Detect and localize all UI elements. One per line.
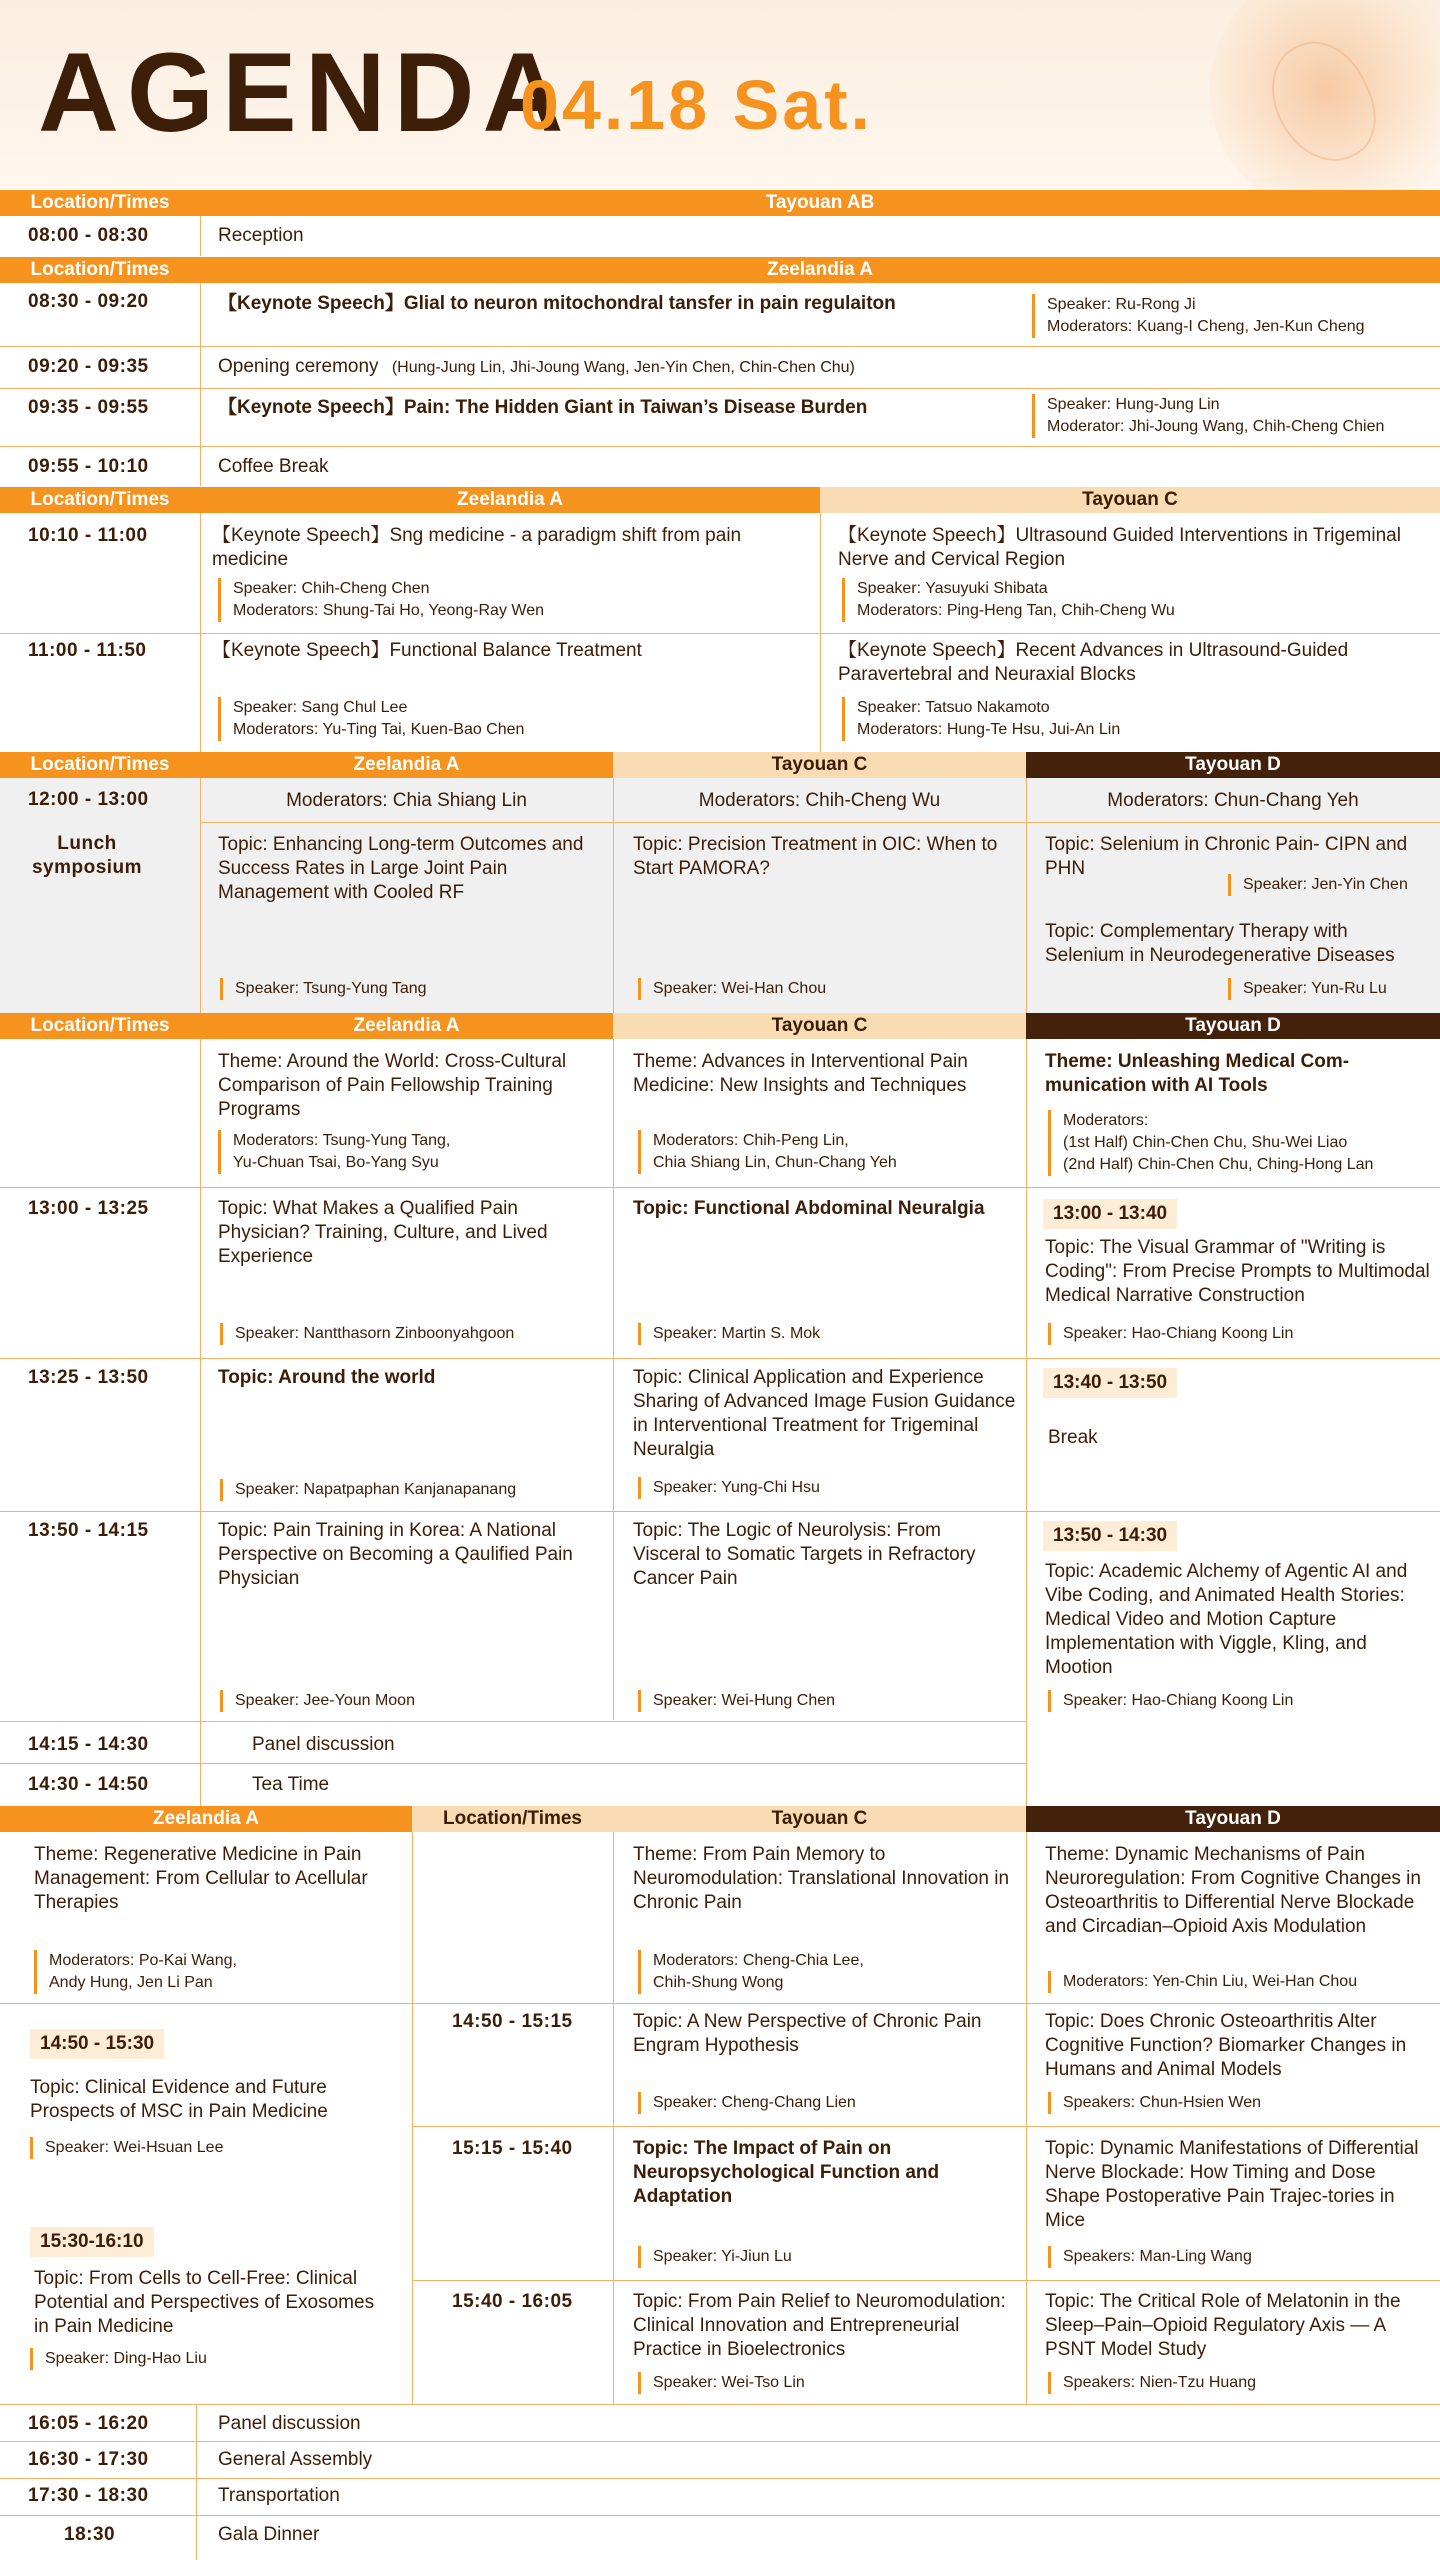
time-13-25: 13:25 - 13:50 [28, 1367, 149, 1388]
keynote-4-speaker: Speaker: Yasuyuki Shibata [857, 580, 1048, 597]
session-gala-dinner: Gala Dinner [218, 2524, 320, 2545]
topic-5a-1: Topic: Clinical Evidence and Future Prospects of MSC in Pain Medicine [30, 2077, 328, 2122]
time-reception: 08:00 - 08:30 [28, 225, 149, 246]
keynote-2-title: 【Keynote Speech】Pain: The Hidden Giant in Taiwan’s Disease Burden [218, 397, 868, 418]
time-opening: 09:20 - 09:35 [28, 356, 149, 377]
time-15-15: 15:15 - 15:40 [452, 2138, 573, 2159]
keynote-3-credits [218, 578, 544, 622]
theme-4a: Theme: Around the World: Cross-Cultural Comparison of Pain Fellowship Training Programs [218, 1051, 567, 1120]
time-keynote-2: 09:35 - 09:55 [28, 397, 149, 418]
topic-4a-3-speaker: Speaker: Jee-Youn Moon [220, 1690, 415, 1712]
keynote-1-title: 【Keynote Speech】Glial to neuron mitochondral tansfer in pain regulaiton [218, 293, 896, 314]
room-zeelandia-a-header: Zeelandia A [200, 487, 820, 513]
session-coffee-break: Coffee Break [218, 456, 329, 477]
topic-5d-2-speaker: Speakers: Man-Ling Wang [1048, 2246, 1252, 2268]
page-title: AGENDA [38, 30, 572, 155]
keynote-1-speaker: Speaker: Ru-Rong Ji [1047, 296, 1196, 313]
agenda-header [0, 0, 1440, 190]
keynote-6-credits [842, 697, 1120, 741]
time-13-50: 13:50 - 14:15 [28, 1520, 149, 1541]
time-keynote-1: 08:30 - 09:20 [28, 291, 149, 312]
keynote-2-moderators: Moderator: Jhi-Joung Wang, Chih-Cheng Chien [1047, 418, 1385, 435]
time-14-15: 14:15 - 14:30 [28, 1734, 149, 1755]
keynote-1-moderators: Moderators: Kuang-I Cheng, Jen-Kun Cheng [1047, 318, 1365, 335]
moderators-line-2: Yu-Chuan Tsai, Bo-Yang Syu [233, 1154, 439, 1171]
topic-4c-2: Topic: Clinical Application and Experience Sharing of Advanced Image Fusion Guidance in Interventional Treatment for Trigeminal Neuralgia [633, 1367, 1016, 1460]
theme-5a: Theme: Regenerative Medicine in Pain Management: From Cellular to Acellular Therapies [34, 1844, 368, 1913]
keynote-5-title: 【Keynote Speech】Functional Balance Treatment [212, 640, 642, 661]
location-times-header: Location/Times [0, 1013, 200, 1039]
keynote-4-title: 【Keynote Speech】Ultrasound Guided Interventions in Trigeminal Nerve and Cervical Region [838, 525, 1401, 570]
theme-4d-moderators [1048, 1110, 1373, 1176]
room-tayouan-ab-header: Tayouan AB [200, 190, 1440, 216]
topic-5a-2: Topic: From Cells to Cell-Free: Clinical Potential and Perspectives of Exosomes in Pain Medicine [34, 2268, 375, 2337]
time-15-40: 15:40 - 16:05 [452, 2291, 573, 2312]
room-tayouan-d-header: Tayouan D [1026, 1806, 1440, 1832]
location-times-header: Location/Times [0, 257, 200, 283]
event-date: 04.18 Sat. [520, 66, 873, 144]
time-16-30: 16:30 - 17:30 [28, 2449, 149, 2470]
session-break: Break [1048, 1427, 1098, 1448]
topic-5d-2: Topic: Dynamic Manifestations of Differential Nerve Blockade: How Timing and Dose Shape Postoperative Pain Trajec-tories in Mice [1045, 2138, 1419, 2231]
keynote-3-title: 【Keynote Speech】Sng medicine - a paradigm shift from pain medicine [212, 525, 742, 570]
lunch-c-moderators: Moderators: Chih-Cheng Wu [698, 790, 941, 811]
keynote-5-moderators: Moderators: Yu-Ting Tai, Kuen-Bao Chen [233, 721, 525, 738]
session-reception: Reception [218, 225, 304, 246]
time-keynote-5: 11:00 - 11:50 [28, 640, 147, 661]
room-zeelandia-a-header: Zeelandia A [0, 1806, 412, 1832]
moderators-line-2: Andy Hung, Jen Li Pan [49, 1974, 213, 1991]
lunch-d-moderators: Moderators: Chun-Chang Yeh [1107, 790, 1359, 811]
topic-5c-3-speaker: Speaker: Wei-Tso Lin [638, 2372, 805, 2394]
topic-5a-2-speaker: Speaker: Ding-Hao Liu [30, 2348, 207, 2370]
lunch-c-topic: Topic: Precision Treatment in OIC: When to Start PAMORA? [633, 834, 998, 879]
theme-5c-moderators [638, 1950, 864, 1994]
lunch-a-topic: Topic: Enhancing Long-term Outcomes and Success Rates in Large Joint Pain Management with Cooled RF [218, 834, 584, 903]
moderators-line-1: Moderators: Tsung-Yung Tang, [233, 1132, 451, 1149]
topic-4c-2-speaker: Speaker: Yung-Chi Hsu [638, 1477, 820, 1499]
theme-5a-moderators [34, 1950, 237, 1994]
keynote-5-speaker: Speaker: Sang Chul Lee [233, 699, 408, 716]
keynote-2-speaker: Speaker: Hung-Jung Lin [1047, 396, 1220, 413]
time-17-30: 17:30 - 18:30 [28, 2485, 149, 2506]
lunch-d-speaker-2: Speaker: Yun-Ru Lu [1228, 978, 1387, 1000]
room-zeelandia-a-header: Zeelandia A [200, 257, 1440, 283]
time-18-30: 18:30 [64, 2524, 116, 2545]
moderators-line-2: Chih-Shung Wong [653, 1974, 784, 1991]
lunch-symposium-label: Lunch symposium [31, 833, 143, 878]
lunch-d-topic-2: Topic: Complementary Therapy with Selenium in Neurodegenerative Diseases [1045, 921, 1395, 966]
theme-4c: Theme: Advances in Interventional Pain Medicine: New Insights and Techniques [633, 1051, 968, 1096]
lunch-d-topic-1: Topic: Selenium in Chronic Pain- CIPN and PHN [1045, 834, 1408, 879]
topic-5d-3: Topic: The Critical Role of Melatonin in the Sleep–Pain–Opioid Regulatory Axis — A PSNT Model Study [1045, 2291, 1401, 2360]
theme-5d: Theme: Dynamic Mechanisms of Pain Neuroregulation: From Cognitive Changes in Osteoarthritis to Differential Nerve Blockade and Circadian–Opioid Axis Modulation [1045, 1844, 1421, 1937]
topic-4c-1: Topic: Functional Abdominal Neuralgia [633, 1198, 985, 1219]
room-tayouan-c-header: Tayouan C [613, 1806, 1026, 1832]
lunch-a-speaker: Speaker: Tsung-Yung Tang [220, 978, 427, 1000]
time-14-50: 14:50 - 15:15 [452, 2011, 573, 2032]
moderators-line-1: Moderators: Po-Kai Wang, [49, 1952, 237, 1969]
keynote-2-credits [1032, 394, 1384, 438]
moderators-line-2: Chia Shiang Lin, Chun-Chang Yeh [653, 1154, 897, 1171]
lunch-d-speaker-1: Speaker: Jen-Yin Chen [1228, 874, 1408, 896]
room-zeelandia-a-header: Zeelandia A [200, 1013, 613, 1039]
session-general-assembly: General Assembly [218, 2449, 373, 2470]
topic-4a-3: Topic: Pain Training in Korea: A National Perspective on Becoming a Qaulified Pain Physician [218, 1520, 573, 1589]
time-keynote-3: 10:10 - 11:00 [28, 525, 148, 546]
location-times-header: Location/Times [412, 1806, 613, 1832]
time-coffee-break: 09:55 - 10:10 [28, 456, 149, 477]
time-chip-14-50-15-30: 14:50 - 15:30 [30, 2029, 164, 2059]
topic-4c-3-speaker: Speaker: Wei-Hung Chen [638, 1690, 835, 1712]
room-tayouan-c-header: Tayouan C [613, 752, 1026, 778]
moderators-line-2: (1st Half) Chin-Chen Chu, Shu-Wei Liao [1063, 1134, 1348, 1151]
theme-4c-moderators [638, 1130, 897, 1174]
lunch-c-speaker: Speaker: Wei-Han Chou [638, 978, 826, 1000]
topic-5d-3-speaker: Speakers: Nien-Tzu Huang [1048, 2372, 1256, 2394]
topic-4a-1-speaker: Speaker: Nantthasorn Zinboonyahgoon [220, 1323, 514, 1345]
topic-5c-2: Topic: The Impact of Pain on Neuropsychological Function and Adaptation [633, 2138, 940, 2207]
topic-5d-1: Topic: Does Chronic Osteoarthritis Alter Cognitive Function? Biomarker Changes in Humans and Animal Models [1045, 2011, 1407, 2080]
keynote-3-moderators: Moderators: Shung-Tai Ho, Yeong-Ray Wen [233, 602, 544, 619]
topic-4d-3: Topic: Academic Alchemy of Agentic AI and Vibe Coding, and Animated Health Stories: Medical Video and Motion Capture Implementation with Viggle, Kling, and Mootion [1045, 1561, 1408, 1678]
keynote-6-speaker: Speaker: Tatsuo Nakamoto [857, 699, 1050, 716]
topic-4d-1-speaker: Speaker: Hao-Chiang Koong Lin [1048, 1323, 1293, 1345]
topic-4d-3-speaker: Speaker: Hao-Chiang Koong Lin [1048, 1690, 1293, 1712]
topic-5c-1-speaker: Speaker: Cheng-Chang Lien [638, 2092, 856, 2114]
room-tayouan-d-header: Tayouan D [1026, 752, 1440, 778]
location-times-header: Location/Times [0, 190, 200, 216]
session-transportation: Transportation [218, 2485, 340, 2506]
moderators-line-1: Moderators: [1063, 1112, 1149, 1129]
theme-4a-moderators [218, 1130, 450, 1174]
session-panel-discussion-2: Panel discussion [218, 2413, 361, 2434]
session-tea-time: Tea Time [252, 1774, 330, 1795]
topic-5a-1-speaker: Speaker: Wei-Hsuan Lee [30, 2137, 223, 2159]
keynote-6-moderators: Moderators: Hung-Te Hsu, Jui-An Lin [857, 721, 1121, 738]
keynote-4-moderators: Moderators: Ping-Heng Tan, Chih-Cheng Wu [857, 602, 1175, 619]
topic-5d-1-speaker: Speakers: Chun-Hsien Wen [1048, 2092, 1261, 2114]
topic-4d-1: Topic: The Visual Grammar of "Writing is Coding": From Precise Prompts to Multimodal Medical Narrative Construction [1045, 1237, 1430, 1306]
topic-4a-2-speaker: Speaker: Napatpaphan Kanjanapanang [220, 1479, 516, 1501]
opening-ceremony-title: Opening ceremony [218, 356, 379, 377]
time-chip-13-50-14-30: 13:50 - 14:30 [1043, 1521, 1177, 1551]
time-14-30: 14:30 - 14:50 [28, 1774, 149, 1795]
topic-4c-3: Topic: The Logic of Neurolysis: From Visceral to Somatic Targets in Refractory Cancer Pain [633, 1520, 976, 1589]
moderators-line-1: Moderators: Cheng-Chia Lee, [653, 1952, 864, 1969]
topic-4c-1-speaker: Speaker: Martin S. Mok [638, 1323, 820, 1345]
keynote-4-credits [842, 578, 1175, 622]
time-13-00: 13:00 - 13:25 [28, 1198, 149, 1219]
session-panel-discussion: Panel discussion [252, 1734, 395, 1755]
theme-5d-moderators: Moderators: Yen-Chin Liu, Wei-Han Chou [1048, 1971, 1357, 1993]
time-chip-15-30-16-10: 15:30-16:10 [30, 2227, 154, 2257]
time-16-05: 16:05 - 16:20 [28, 2413, 149, 2434]
keynote-6-title: 【Keynote Speech】Recent Advances in Ultrasound-Guided Paravertebral and Neuraxial Blocks [838, 640, 1349, 685]
location-times-header: Location/Times [0, 752, 200, 778]
room-tayouan-c-header: Tayouan C [820, 487, 1440, 513]
topic-5c-2-speaker: Speaker: Yi-Jiun Lu [638, 2246, 792, 2268]
keynote-1-credits [1032, 294, 1365, 338]
room-zeelandia-a-header: Zeelandia A [200, 752, 613, 778]
theme-4d: Theme: Unleashing Medical Com-munication with AI Tools [1045, 1051, 1350, 1096]
opening-ceremony-hosts: (Hung-Jung Lin, Jhi-Joung Wang, Jen-Yin Chen, Chin-Chen Chu) [391, 359, 855, 376]
time-chip-13-40-13-50: 13:40 - 13:50 [1043, 1368, 1177, 1398]
topic-4a-2: Topic: Around the world [218, 1367, 436, 1388]
keynote-3-speaker: Speaker: Chih-Cheng Chen [233, 580, 430, 597]
lunch-a-moderators: Moderators: Chia Shiang Lin [286, 790, 527, 811]
location-times-header: Location/Times [0, 487, 200, 513]
moderators-line-3: (2nd Half) Chin-Chen Chu, Ching-Hong Lan [1063, 1156, 1374, 1173]
time-chip-13-00-13-40: 13:00 - 13:40 [1043, 1199, 1177, 1229]
time-lunch: 12:00 - 13:00 [28, 789, 149, 810]
opening-ceremony [218, 355, 855, 380]
topic-5c-3: Topic: From Pain Relief to Neuromodulation: Clinical Innovation and Entrepreneurial Practice in Bioelectronics [633, 2291, 1006, 2360]
moderators-line-1: Moderators: Chih-Peng Lin, [653, 1132, 849, 1149]
room-tayouan-c-header: Tayouan C [613, 1013, 1026, 1039]
topic-5c-1: Topic: A New Perspective of Chronic Pain Engram Hypothesis [633, 2011, 982, 2056]
theme-5c: Theme: From Pain Memory to Neuromodulation: Translational Innovation in Chronic Pain [633, 1844, 1010, 1913]
topic-4a-1: Topic: What Makes a Qualified Pain Physician? Training, Culture, and Lived Experience [218, 1198, 548, 1267]
room-tayouan-d-header: Tayouan D [1026, 1013, 1440, 1039]
keynote-5-credits [218, 697, 524, 741]
